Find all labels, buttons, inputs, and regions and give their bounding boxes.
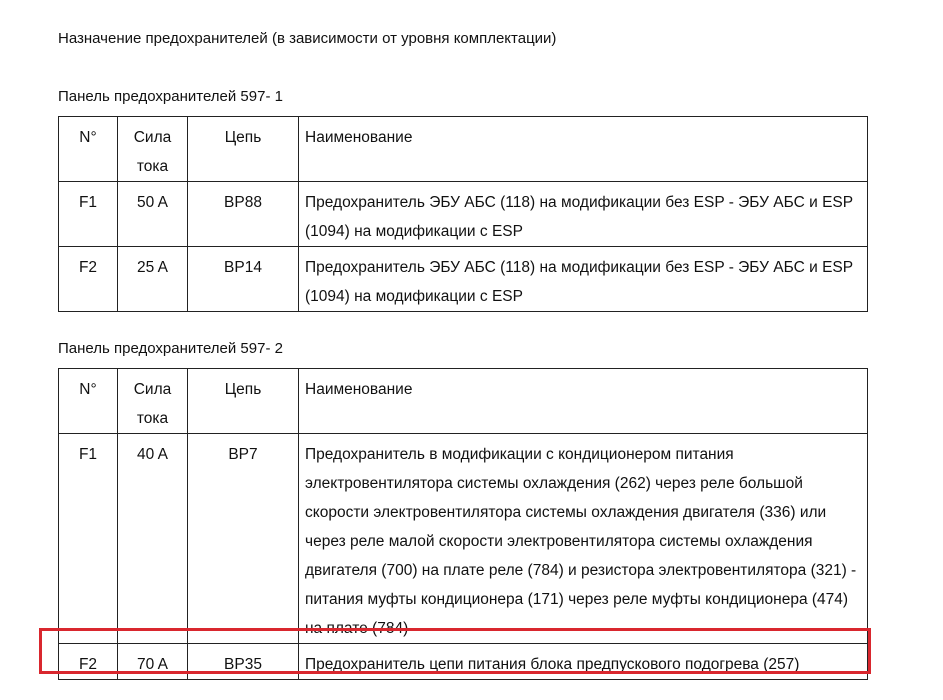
fuse-circuit: BP35 — [188, 644, 299, 680]
col-header-circuit: Цепь — [188, 369, 299, 434]
col-header-num: N° — [59, 117, 118, 182]
col-header-circuit: Цепь — [188, 117, 299, 182]
highlight-frame — [39, 628, 871, 674]
panel-2-title: Панель предохранителей 597- 2 — [58, 340, 283, 357]
fuse-current: 50 A — [118, 182, 188, 247]
col-header-num: N° — [59, 369, 118, 434]
fuse-description: Предохранитель цепи питания блока предпускового подогрева (257) — [299, 644, 868, 680]
table-row — [59, 182, 868, 247]
table-row — [59, 434, 868, 644]
fuse-circuit: BP7 — [188, 434, 299, 644]
fuse-circuit: BP14 — [188, 247, 299, 312]
fuse-circuit: BP88 — [188, 182, 299, 247]
fuse-num: F2 — [59, 247, 118, 312]
fuse-num: F2 — [59, 644, 118, 680]
table-header-row — [59, 369, 868, 434]
col-header-current: Сила тока — [118, 117, 188, 182]
fuse-description: Предохранитель ЭБУ АБС (118) на модификации без ESP - ЭБУ АБС и ESP (1094) на модификации с ESP — [299, 247, 868, 312]
col-header-name: Наименование — [299, 369, 868, 434]
table-row — [59, 247, 868, 312]
fuse-num: F1 — [59, 182, 118, 247]
fuse-description: Предохранитель ЭБУ АБС (118) на модификации без ESP - ЭБУ АБС и ESP (1094) на модификации с ESP — [299, 182, 868, 247]
fuse-current: 70 A — [118, 644, 188, 680]
fuse-current: 25 A — [118, 247, 188, 312]
col-header-name: Наименование — [299, 117, 868, 182]
panel-1-title: Панель предохранителей 597- 1 — [58, 88, 283, 105]
col-header-current: Сила тока — [118, 369, 188, 434]
fuse-table-panel-1 — [58, 116, 868, 312]
fuse-current: 40 A — [118, 434, 188, 644]
document-heading: Назначение предохранителей (в зависимости от уровня комплектации) — [58, 30, 557, 47]
table-header-row — [59, 117, 868, 182]
fuse-num: F1 — [59, 434, 118, 644]
fuse-description: Предохранитель в модификации с кондиционером питания электровентилятора системы охлаждения (262) через реле большой скорости электровентилятора системы охлаждения двигателя (336) или через реле малой скорости электровентилятора системы охлаждения двигателя (700) на плате реле (784) и резистора электровентилятора (321) - питания муфты кондиционера (171) через реле муфты кондиционера (474) на плате (784) — [299, 434, 868, 644]
